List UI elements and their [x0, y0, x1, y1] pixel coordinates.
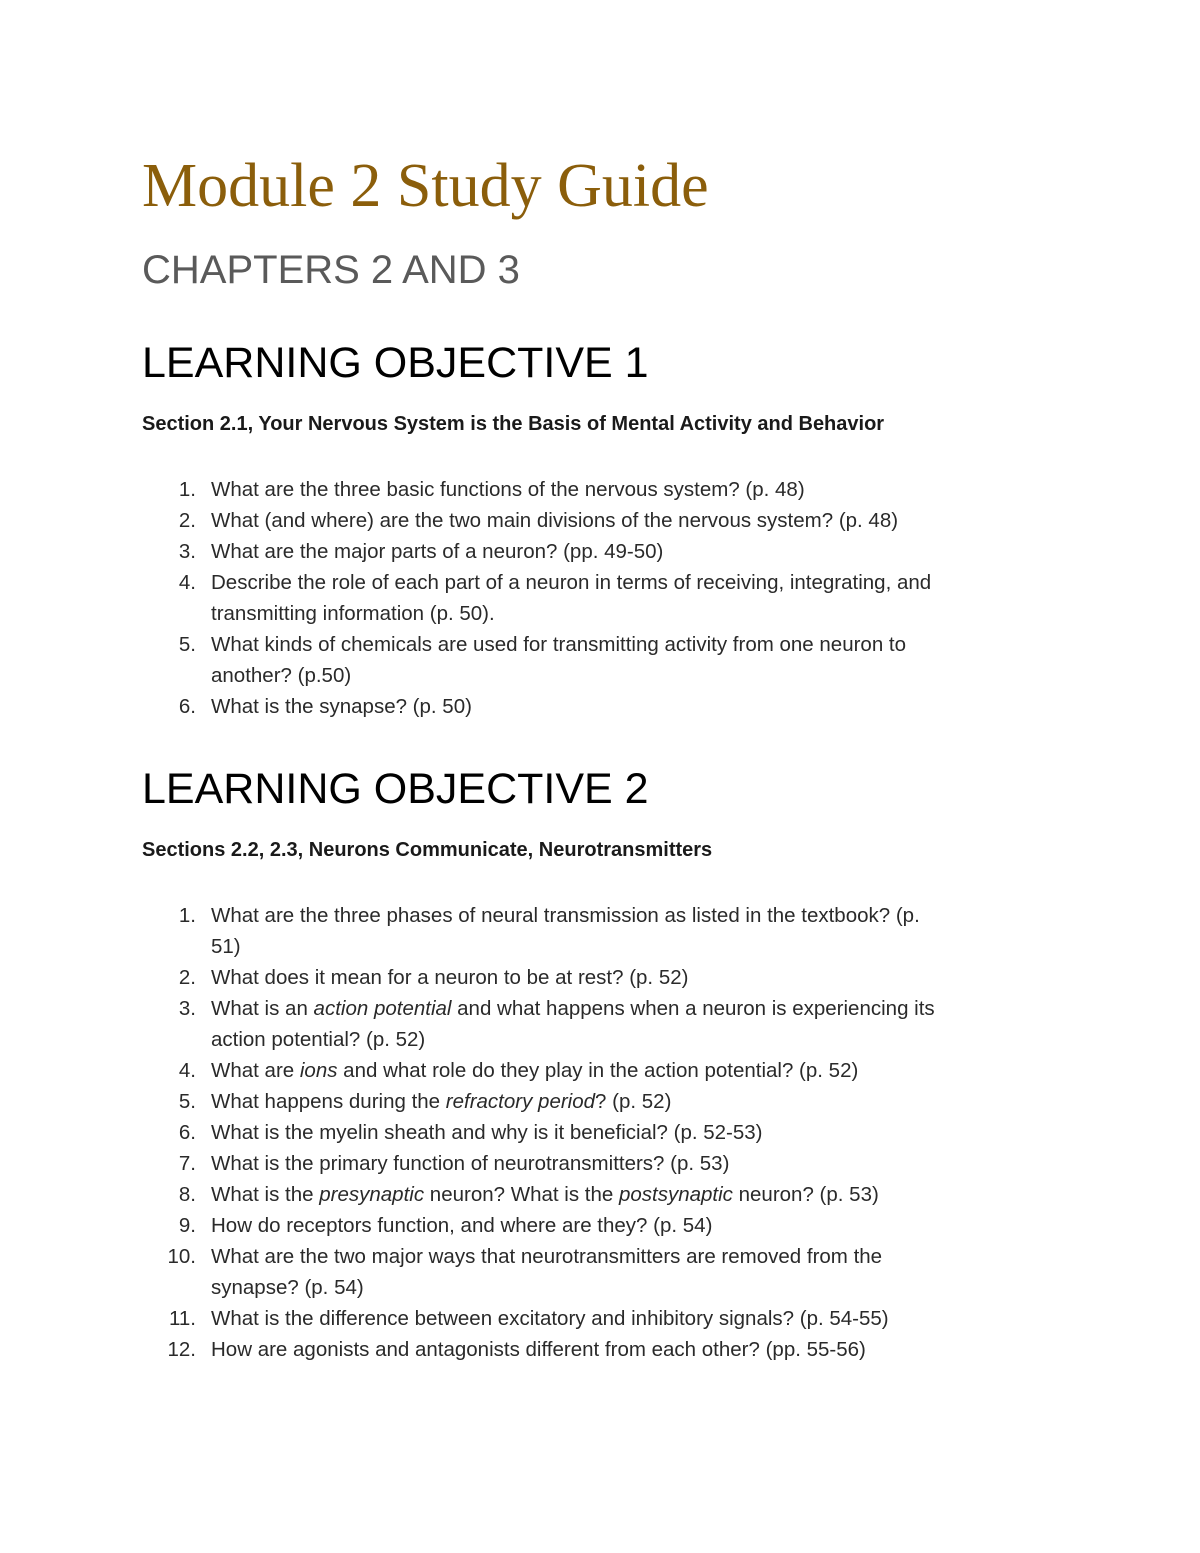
- question-line: What are the three phases of neural transmission as listed in the textbook? (p.: [211, 904, 920, 927]
- question-text: [211, 1210, 1051, 1241]
- question-line: What are the major parts of a neuron? (pp. 49-50): [211, 540, 664, 563]
- question-item: [142, 474, 1102, 505]
- question-line: What are ions and what role do they play in the action potential? (p. 52): [211, 1059, 859, 1082]
- question-number: 5.: [178, 1090, 196, 1113]
- question-item: [142, 1241, 1102, 1303]
- question-text: [211, 1086, 1051, 1117]
- question-number: 12.: [167, 1338, 196, 1361]
- question-item: [142, 1210, 1102, 1241]
- question-item: [142, 629, 1102, 691]
- question-line: How are agonists and antagonists different from each other? (pp. 55-56): [211, 1338, 866, 1361]
- question-item: [142, 567, 1102, 629]
- question-number: 4.: [178, 1059, 196, 1082]
- question-line: What kinds of chemicals are used for transmitting activity from one neuron to: [211, 633, 907, 656]
- question-line: What is the difference between excitatory and inhibitory signals? (p. 54-55): [211, 1307, 889, 1330]
- question-list: [142, 900, 1102, 1365]
- question-line: What does it mean for a neuron to be at rest? (p. 52): [211, 966, 689, 989]
- question-text: [211, 962, 1051, 993]
- question-line: 51): [211, 935, 241, 958]
- question-number: 11.: [169, 1307, 196, 1330]
- question-number: 9.: [178, 1214, 196, 1237]
- question-text: [211, 505, 1051, 536]
- question-text: [211, 1303, 1051, 1334]
- question-text: [211, 629, 1051, 691]
- emphasized-term: postsynaptic: [618, 1183, 733, 1206]
- question-text: [211, 567, 1051, 629]
- document-subtitle: CHAPTERS 2 AND 3: [142, 248, 520, 292]
- question-item: [142, 1179, 1102, 1210]
- question-number: 6.: [178, 1121, 196, 1144]
- question-line: How do receptors function, and where are they? (p. 54): [211, 1214, 713, 1237]
- question-item: [142, 993, 1102, 1055]
- emphasized-term: action potential: [313, 997, 452, 1020]
- question-text: [211, 474, 1051, 505]
- question-item: [142, 1086, 1102, 1117]
- objective-heading: LEARNING OBJECTIVE 1: [142, 339, 649, 387]
- question-item: [142, 536, 1102, 567]
- question-number: 3.: [178, 540, 196, 563]
- question-line: another? (p.50): [211, 664, 352, 687]
- question-line: What (and where) are the two main divisions of the nervous system? (p. 48): [211, 509, 899, 532]
- question-item: [142, 691, 1102, 722]
- question-line: synapse? (p. 54): [211, 1276, 364, 1299]
- question-item: [142, 505, 1102, 536]
- question-number: 10.: [167, 1245, 196, 1268]
- question-line: What is the myelin sheath and why is it beneficial? (p. 52-53): [211, 1121, 763, 1144]
- question-list: [142, 474, 1102, 722]
- question-text: [211, 1179, 1051, 1210]
- question-line: What is the primary function of neurotransmitters? (p. 53): [211, 1152, 730, 1175]
- question-line: transmitting information (p. 50).: [211, 602, 495, 625]
- question-number: 8.: [178, 1183, 196, 1206]
- question-text: [211, 1055, 1051, 1086]
- question-line: What is the presynaptic neuron? What is the postsynaptic neuron? (p. 53): [211, 1183, 879, 1206]
- question-number: 1.: [178, 478, 196, 501]
- section-heading: Section 2.1, Your Nervous System is the Basis of Mental Activity and Behavior: [142, 413, 885, 435]
- learning-objective-1: [142, 337, 1102, 718]
- question-item: [142, 900, 1102, 962]
- question-number: 4.: [178, 571, 196, 594]
- question-number: 2.: [178, 509, 196, 532]
- question-text: [211, 536, 1051, 567]
- question-number: 1.: [178, 904, 196, 927]
- question-number: 2.: [178, 966, 196, 989]
- question-line: What are the two major ways that neurotransmitters are removed from the: [211, 1245, 883, 1268]
- question-number: 7.: [178, 1152, 196, 1175]
- question-text: [211, 1117, 1051, 1148]
- question-line: What happens during the refractory period? (p. 52): [211, 1090, 672, 1113]
- question-line: action potential? (p. 52): [211, 1028, 426, 1051]
- emphasized-term: ions: [299, 1059, 338, 1082]
- question-item: [142, 1055, 1102, 1086]
- question-number: 5.: [178, 633, 196, 656]
- question-text: [211, 691, 1051, 722]
- question-line: What is an action potential and what happens when a neuron is experiencing its: [211, 997, 935, 1020]
- document-title: Module 2 Study Guide: [142, 152, 709, 220]
- emphasized-term: refractory period: [445, 1090, 596, 1113]
- question-item: [142, 1117, 1102, 1148]
- question-text: [211, 1334, 1051, 1365]
- question-item: [142, 962, 1102, 993]
- question-item: [142, 1148, 1102, 1179]
- question-item: [142, 1334, 1102, 1365]
- question-text: [211, 900, 1051, 962]
- objective-heading: LEARNING OBJECTIVE 2: [142, 765, 649, 813]
- question-text: [211, 1148, 1051, 1179]
- question-line: What is the synapse? (p. 50): [211, 695, 472, 718]
- question-line: Describe the role of each part of a neuron in terms of receiving, integrating, and: [211, 571, 932, 594]
- question-text: [211, 1241, 1051, 1303]
- section-heading: Sections 2.2, 2.3, Neurons Communicate, Neurotransmitters: [142, 839, 713, 861]
- learning-objective-2: [142, 763, 1102, 1361]
- emphasized-term: presynaptic: [319, 1183, 425, 1206]
- question-line: What are the three basic functions of the nervous system? (p. 48): [211, 478, 805, 501]
- question-text: [211, 993, 1051, 1055]
- question-item: [142, 1303, 1102, 1334]
- question-number: 3.: [178, 997, 196, 1020]
- question-number: 6.: [178, 695, 196, 718]
